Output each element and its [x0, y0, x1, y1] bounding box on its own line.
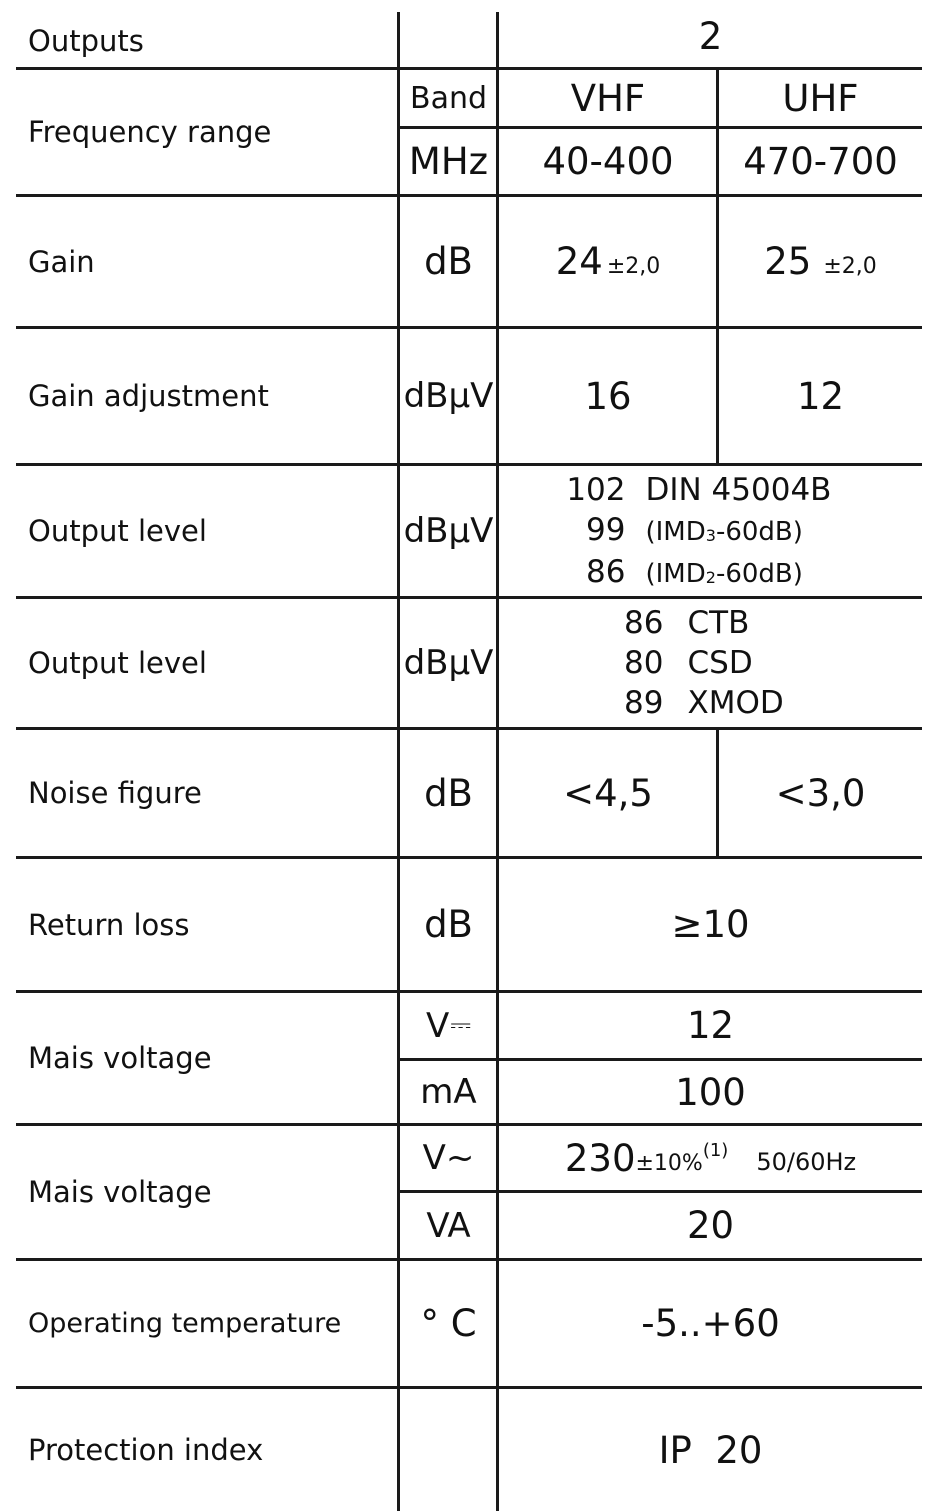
- ac-voltage-value: [499, 1126, 922, 1190]
- gain-label: Gain: [28, 244, 95, 279]
- protection-index-label: Protection index: [28, 1433, 264, 1467]
- temperature-unit: ° C: [420, 1302, 477, 1345]
- output-level-unit: dBµV: [403, 643, 494, 683]
- ac-voltage-tolerance: ±10%: [635, 1150, 703, 1176]
- current-value: 100: [675, 1070, 746, 1114]
- dc-voltage-unit: V ⎓: [425, 1005, 471, 1046]
- gain-uhf: [719, 197, 922, 326]
- output-level-number: 89: [624, 685, 664, 721]
- output-level-number: 86: [586, 554, 626, 590]
- protection-index-value: IP 20: [658, 1428, 763, 1472]
- gain-vhf-tolerance: ±2,0: [606, 254, 661, 279]
- noise-figure-uhf: <3,0: [775, 771, 866, 815]
- output-level-label: Output level: [28, 514, 207, 548]
- output-level-text: CTB: [687, 605, 750, 641]
- operating-temperature-label: Operating temperature: [28, 1308, 342, 1339]
- power-unit: VA: [426, 1205, 471, 1246]
- gain-vhf-value: 24: [555, 240, 603, 283]
- ac-voltage-footnote: (1): [702, 1139, 729, 1161]
- mains-voltage-dc-label: Mais voltage: [28, 1041, 212, 1075]
- dc-symbol-icon: ⎓: [450, 1010, 471, 1040]
- band-unit: Band: [409, 80, 488, 116]
- vhf-band-label: VHF: [570, 76, 646, 120]
- gain-vhf: [499, 197, 717, 326]
- output-level-line: [624, 603, 798, 643]
- output-level-text: XMOD: [687, 685, 784, 721]
- temperature-range: -5..+60: [641, 1302, 780, 1345]
- return-loss-unit: dB: [424, 903, 473, 946]
- output-level-line: [624, 643, 798, 683]
- output-level-line: [566, 470, 856, 510]
- gain-adjustment-uhf: 12: [796, 374, 845, 418]
- ac-voltage-number: 230: [564, 1136, 636, 1180]
- output-level-line: [624, 683, 798, 723]
- output-level-number: 99: [586, 512, 626, 548]
- uhf-frequency-range: 470-700: [743, 140, 898, 183]
- mhz-unit: MHz: [408, 140, 489, 183]
- current-unit: mA: [420, 1072, 477, 1112]
- return-loss-value: ≥10: [671, 903, 750, 946]
- outputs-value: 2: [698, 14, 723, 58]
- return-loss-label: Return loss: [28, 907, 190, 942]
- gain-uhf-tolerance: ±2,0: [823, 254, 877, 279]
- output-level-text: DIN 45004B: [645, 472, 832, 508]
- noise-figure-label: Noise figure: [28, 776, 202, 810]
- output-level-text: (IMD2-60dB): [645, 559, 803, 589]
- gain-unit: dB: [424, 240, 473, 283]
- output-level-number: 102: [566, 472, 626, 508]
- output-level-text: CSD: [687, 645, 753, 681]
- ac-voltage-unit: V~: [422, 1138, 475, 1178]
- gain-adjustment-vhf: 16: [584, 374, 632, 418]
- mains-voltage-ac-label: Mais voltage: [28, 1175, 212, 1209]
- power-value: 20: [686, 1204, 735, 1247]
- output-level-number: 86: [624, 605, 664, 641]
- gain-uhf-value: 25: [764, 240, 812, 283]
- output-level-label: Output level: [28, 646, 207, 680]
- dc-voltage-value: 12: [686, 1004, 735, 1047]
- vhf-frequency-range: 40-400: [542, 140, 674, 183]
- outputs-label: Outputs: [28, 23, 144, 58]
- output-level-text: (IMD3-60dB): [645, 517, 803, 547]
- uhf-band-label: UHF: [782, 76, 859, 120]
- ac-frequency: 50/60Hz: [756, 1148, 857, 1176]
- noise-figure-vhf: <4,5: [563, 771, 653, 815]
- output-level-line: [566, 552, 856, 594]
- gain-adjustment-label: Gain adjustment: [28, 379, 269, 413]
- noise-figure-unit: dB: [424, 771, 473, 815]
- gain-adjustment-unit: dBµV: [403, 376, 494, 416]
- frequency-range-label: Frequency range: [28, 115, 272, 149]
- output-level-line: [566, 510, 856, 552]
- output-level-number: 80: [624, 645, 664, 681]
- output-level-imd-values: [499, 470, 922, 594]
- output-level-distortion-values: [499, 602, 922, 724]
- output-level-unit: dBµV: [403, 511, 494, 551]
